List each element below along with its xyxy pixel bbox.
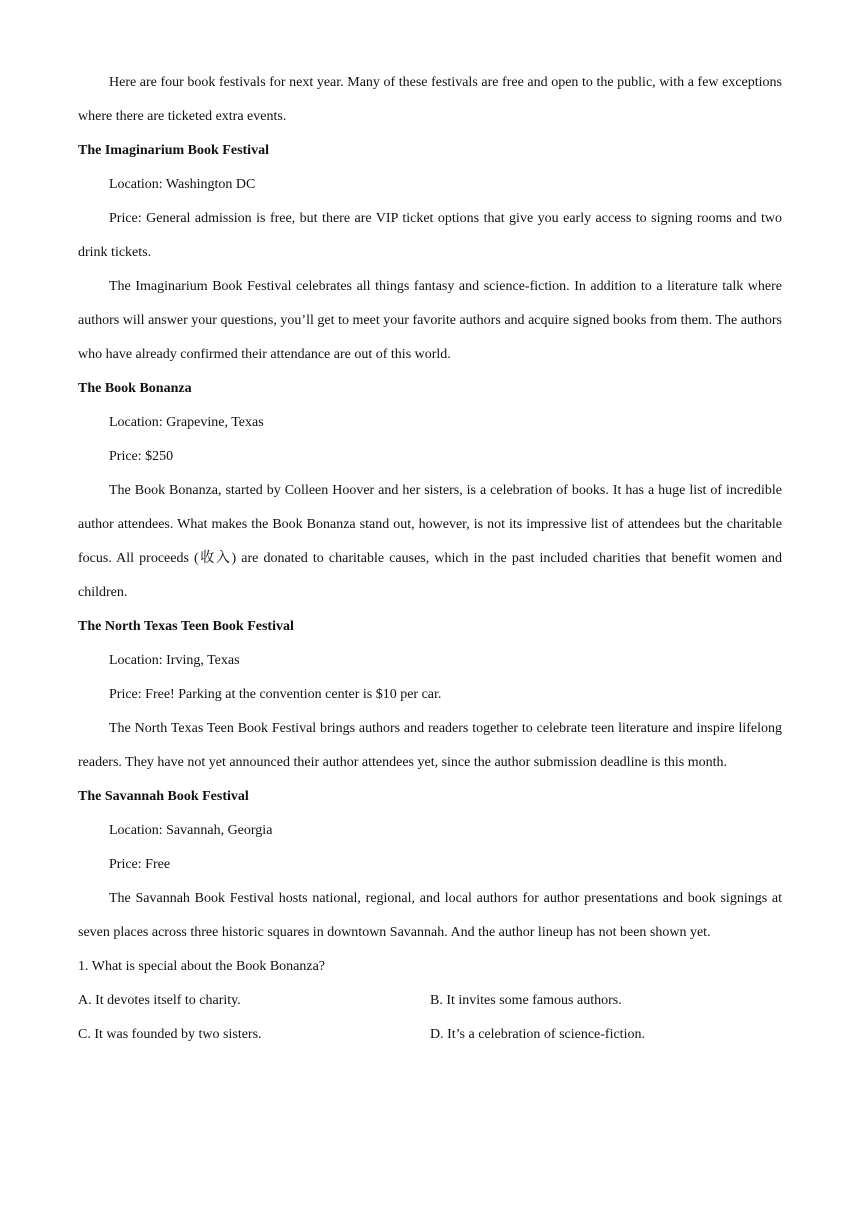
festival-price: Price: Free! Parking at the convention center is $10 per car. (109, 687, 442, 702)
intro-paragraph: Here are four book festivals for next year. Many of these festivals are free and open to the public, with a few exceptions where there are ticketed extra events. (78, 75, 782, 124)
festival-title: The Savannah Book Festival (78, 789, 249, 804)
festival-location: Location: Savannah, Georgia (109, 823, 273, 838)
festival-description: The Imaginarium Book Festival celebrates all things fantasy and science-fiction. In addition to a literature talk where authors will answer your questions, you’ll get to meet your favorite authors and acquire signed books from them. The authors who have already confirmed their attendance are out of this world. (78, 279, 782, 362)
festival-price: Price: Free (109, 857, 171, 872)
festival-title: The Imaginarium Book Festival (78, 143, 269, 158)
festival-description: The Savannah Book Festival hosts national, regional, and local authors for author presentations and book signings at seven places across three historic squares in downtown Savannah. And the author lineup has not been shown yet. (78, 891, 782, 940)
answer-options (78, 984, 782, 1052)
festival-title: The North Texas Teen Book Festival (78, 619, 294, 634)
festival-imaginarium (78, 134, 782, 372)
option-a: A. It devotes itself to charity. (78, 993, 241, 1008)
festival-location: Location: Grapevine, Texas (109, 415, 264, 430)
festival-location: Location: Irving, Texas (109, 653, 240, 668)
festival-savannah (78, 780, 782, 950)
option-d: D. It’s a celebration of science-fiction. (430, 1027, 645, 1042)
question-text: 1. What is special about the Book Bonanza? (78, 959, 326, 974)
festival-book-bonanza (78, 372, 782, 610)
option-b: B. It invites some famous authors. (430, 993, 622, 1008)
question-block (78, 950, 782, 1052)
festival-price: Price: General admission is free, but there are VIP ticket options that give you early access to signing rooms and two drink tickets. (78, 211, 782, 260)
option-c: C. It was founded by two sisters. (78, 1027, 262, 1042)
document-content (78, 66, 782, 1052)
festival-description: The Book Bonanza, started by Colleen Hoover and her sisters, is a celebration of books. It has a huge list of incredible author attendees. What makes the Book Bonanza stand out, however, is not its impressive list of attendees but the charitable focus. All proceeds (收入) are donated to charitable causes, which in the past included charities that benefit women and children. (78, 483, 782, 600)
festival-title: The Book Bonanza (78, 381, 192, 396)
festival-location: Location: Washington DC (109, 177, 256, 192)
festival-north-texas-teen (78, 610, 782, 780)
festival-price: Price: $250 (109, 449, 174, 464)
festival-description: The North Texas Teen Book Festival brings authors and readers together to celebrate teen literature and inspire lifelong readers. They have not yet announced their author attendees yet, since the author submission deadline is this month. (78, 721, 782, 770)
